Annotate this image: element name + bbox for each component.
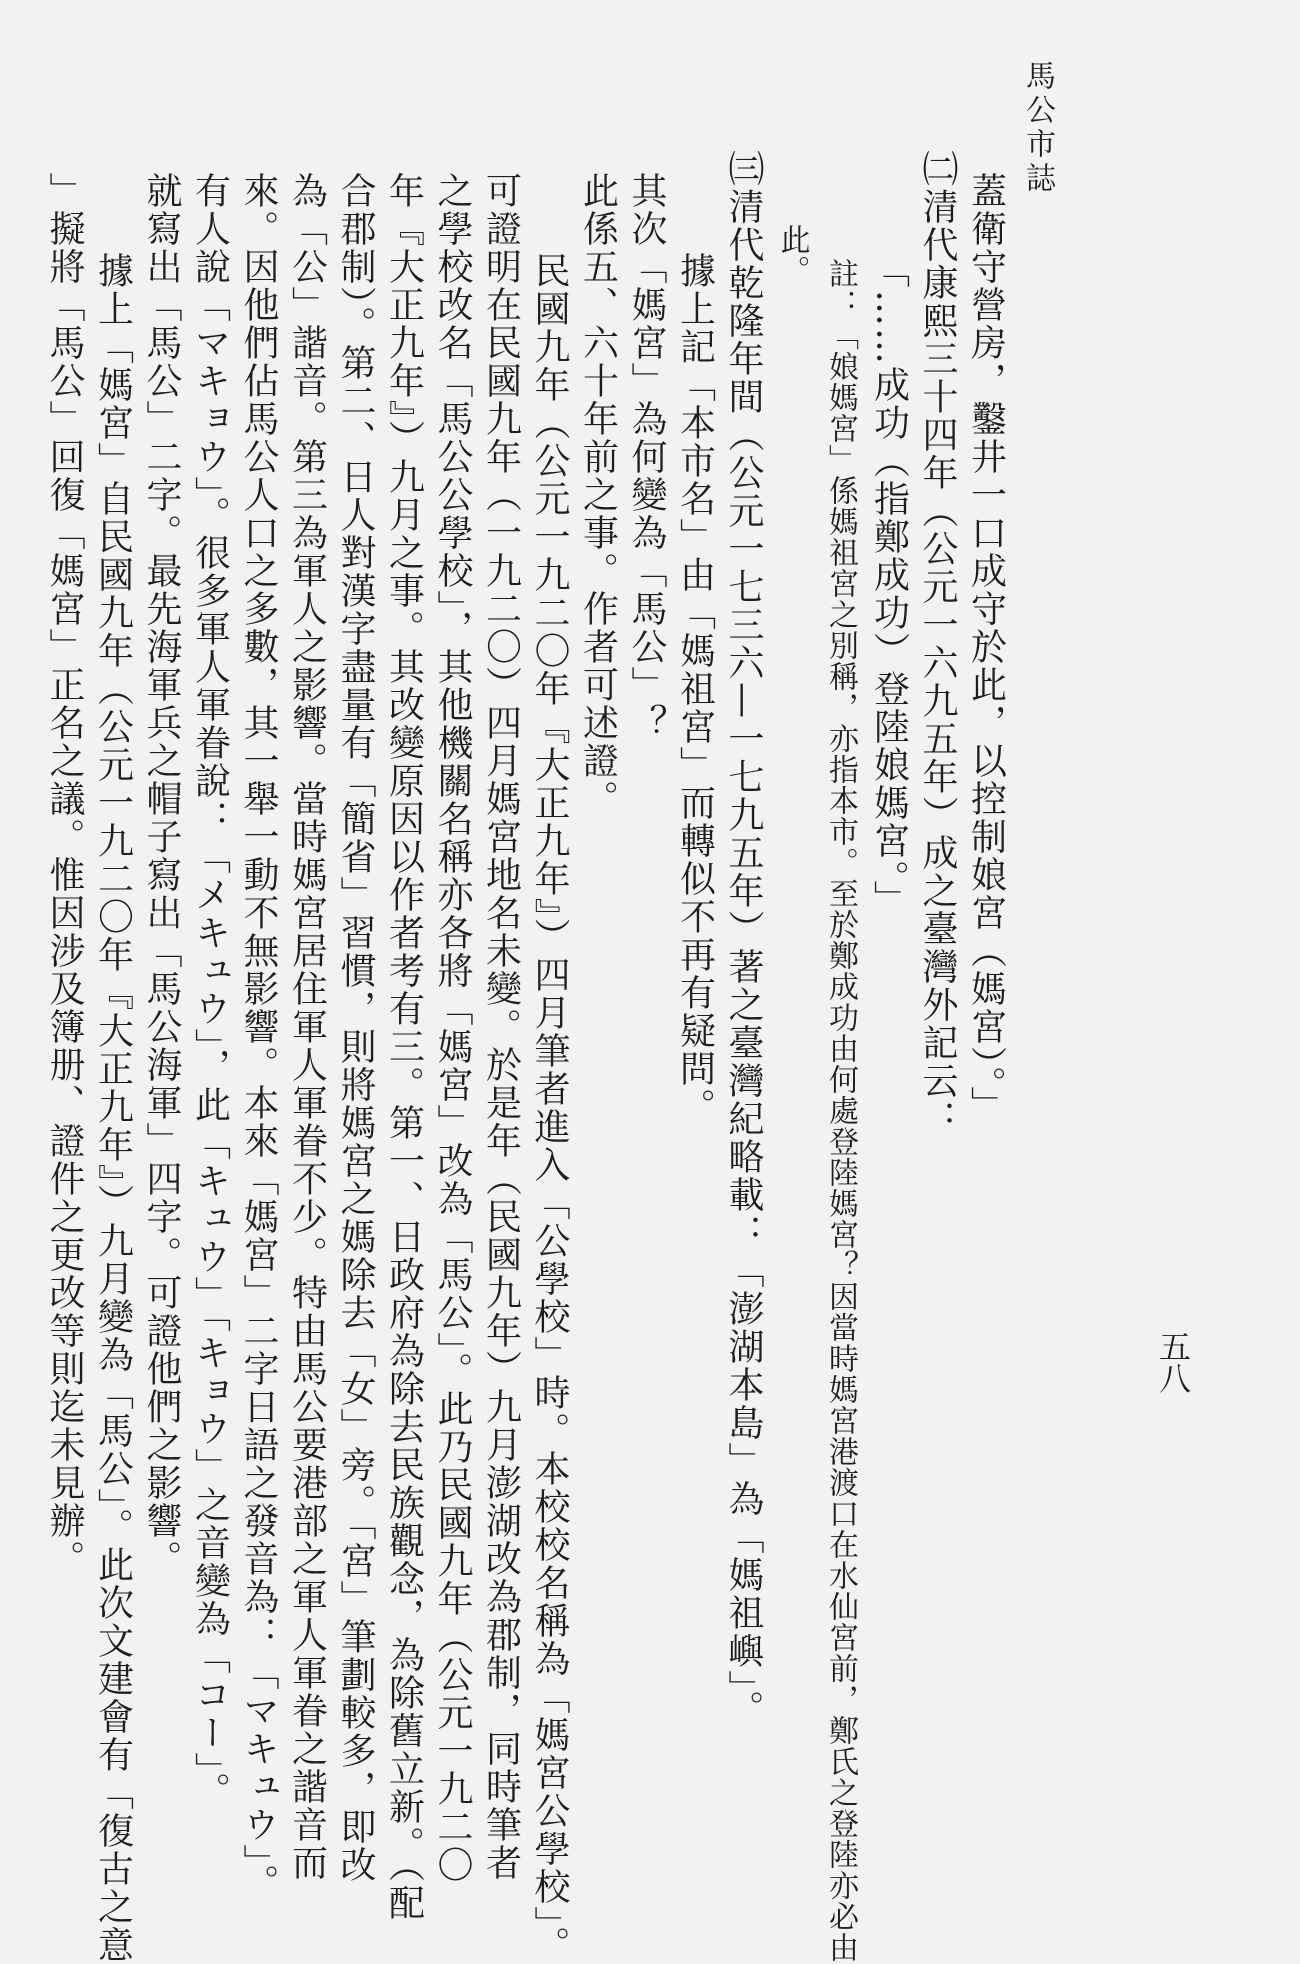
text-column: 蓋衛守營房，鑿井一口成守於此，以控制娘宮（媽宮）。」 [965,172,1007,1124]
text-column: 就寫出「馬公」二字。最先海軍兵之帽子寫出「馬公海軍」四字。可證他們之影響。 [141,172,182,1578]
text-column: 其次「媽宮」為何變為「馬公」？ [626,172,667,742]
footnote-column: 註：「娘媽宮」係媽祖宮之別稱，亦指本市。至於鄭成功由何處登陸媽宮？因當時媽宮港渡口在水仙宮前，鄭氏之登陸亦必由 [823,258,858,1963]
text-column: 為「公」諧音。第三為軍人之影響。當時媽宮居住軍人軍眷不少。特由馬公要港部之軍人軍眷之諧音而 [286,172,328,1882]
text-column: 有人說「マキョウ」。很多軍人軍眷說：「メキュウ」，此「キュウ」「キョウ」之音變為「コー」。 [189,172,231,1810]
text-column: ㈢清代乾隆年間（公元一七三六—一七九五年）著之臺灣紀略載：「澎湖本島」為「媽祖嶼」。 [723,150,764,1728]
text-column: 此係五、六十年前之事。作者可述證。 [577,172,619,818]
running-title: 馬公市誌 [1020,60,1055,196]
text-column: 之學校改名「馬公公學校」，其他機關名稱亦各將「媽宮」改為「馬公」。此乃民國九年（公元一九二〇 [432,172,473,1884]
text-column: 來。因他們佔馬公人口之多數，其一舉一動不無影響。本來「媽宮」二字日語之發音為：「マキュウ」。 [238,172,279,1902]
text-column: 「……成功（指鄭成功）登陸娘媽宮。」 [868,252,910,918]
text-column: 據上「媽宮」自民國九年（公元一九二〇年『大正九年』）九月變為「馬公」。此次文建會有「復古之意 [92,252,134,1964]
text-column: 年『大正九年』）九月之事。其改變原因以作者考有三。第一、日政府為除去民族觀念，為除舊立新。（配 [383,172,425,1922]
page-number: 五八 [1154,1330,1192,1394]
text-column: 可證明在民國九年（一九二〇）四月媽宮地名未變。於是年（民國九年）九月澎湖改為郡制，同時筆者 [480,172,522,1882]
footnote-column: 此。 [774,224,810,286]
text-column: 合郡制）。第二、日人對漢字盡量有「簡省」習慣，則將媽宮之媽除去「女」旁。「宮」筆劃較多，即改 [335,172,376,1884]
text-column: 民國九年（公元一九二〇年『大正九年』）四月筆者進入「公學校」時。本校校名稱為「媽宮公學校」。 [529,252,570,1964]
text-column: ㈡清代康熙三十四年（公元一六九五年）成之臺灣外記云： [917,150,958,1138]
text-column: 據上記「本市名」由「媽祖宮」而轉似不再有疑問。 [674,252,716,1126]
text-column: 」擬將「馬公」回復「媽宮」正名之議。惟因涉及簿册、證件之更改等則迄未見辦。 [44,172,85,1578]
